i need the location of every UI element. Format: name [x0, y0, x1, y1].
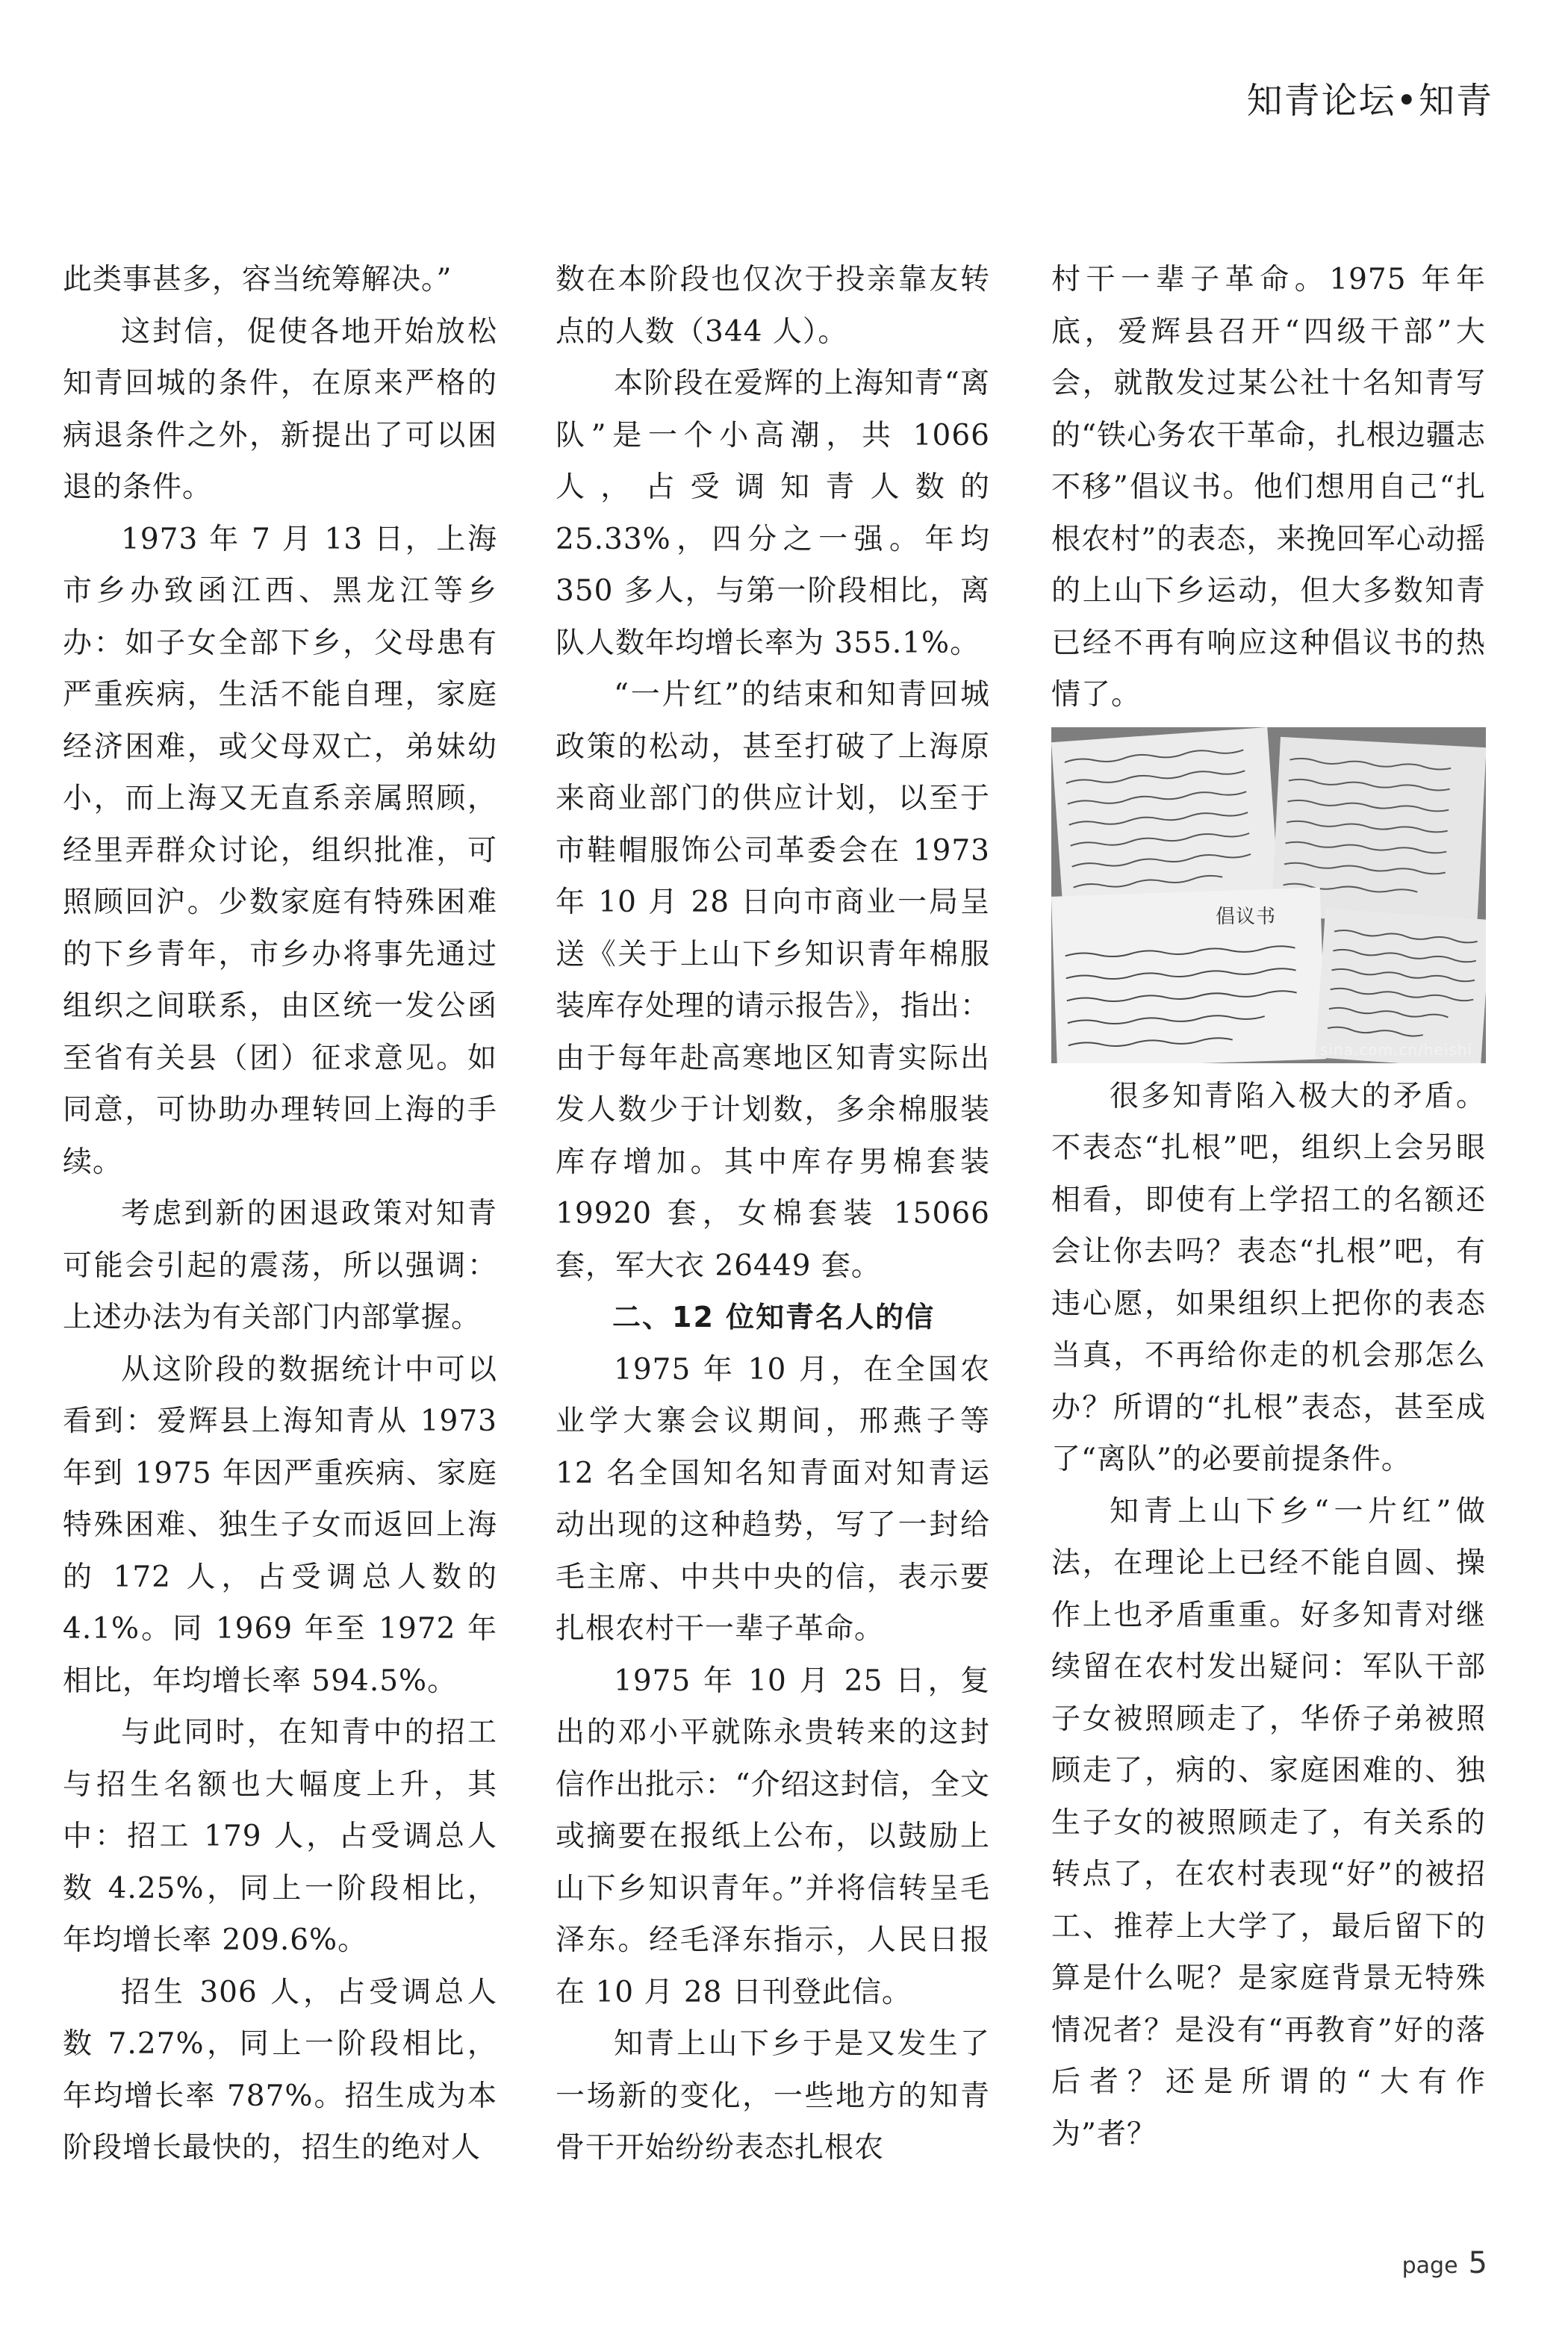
paragraph: 1975 年 10 月，在全国农业学大寨会议期间，邢燕子等 12 名全国知名知青面对知青运动出现的这种趋势，写了一封给毛主席、中共中央的信，表示要扎根农村干一辈子革命。	[556, 1352, 990, 1646]
paragraph: 知青上山下乡“一片红”做法，在理论上已经不能自圆、操作上也矛盾重重。好多知青对继续留在农村发出疑问：军队干部子女被照顾走了，华侨子弟被照顾走了，病的、家庭困难的、独生子女的被照顾走了，有关系的转点了，在农村表现“好”的被招工、推荐上大学了，最后留下的算是什么呢？是家庭背景无特殊情况者？是没有“再教育”好的落后者？还是所谓的“大有作为”者？	[1051, 1494, 1486, 2151]
photo-caption: http://blog.sina.com.cn/heishi	[1228, 1040, 1472, 1059]
paragraph: 这封信，促使各地开始放松知青回城的条件，在原来严格的病退条件之外，新提出了可以困退的条件。	[63, 314, 497, 504]
paragraph: 1973 年 7 月 13 日，上海市乡办致函江西、黑龙江等乡办：如子女全部下乡，父母患有严重疾病，生活不能自理，家庭经济困难，或父母双亡，弟妹幼小，而上海又无直系亲属照顾，经里弄群众讨论，组织批准，可照顾回沪。少数家庭有特殊困难的下乡青年，市乡办将事先通过组织之间联系，由区统一发公函至省有关县（团）征求意见。如同意，可协助办理转回上海的手续。	[63, 522, 497, 1179]
section-subheading: 二、12 位知青名人的信	[612, 1301, 936, 1334]
column-left	[63, 254, 497, 2174]
paragraph: 村干一辈子革命。1975 年年底，爱辉县召开“四级干部”大会，就散发过某公社十名知青写的“铁心务农干革命，扎根边疆志不移”倡议书。他们想用自己“扎根农村”的表态，来挽回军心动摇的上山下乡运动，但大多数知青已经不再有响应这种倡议书的热情了。	[1051, 263, 1486, 712]
handwritten-letters-photo	[1051, 727, 1486, 1063]
section-header: 知青论坛•知青	[1246, 80, 1493, 122]
paragraph: “一片红”的结束和知青回城政策的松动，甚至打破了上海原来商业部门的供应计划，以至于市鞋帽服饰公司革委会在 1973 年 10 月 28 日向市商业一局呈送《关于上山下乡知识青年棉服装库存处理的请示报告》，指出：由于每年赴高寒地区知青实际出发人数少于计划数，多余棉服装库存增加。其中库存男棉套装 19920 套，女棉套装 15066 套，军大衣 26449 套。	[556, 678, 990, 1283]
paragraph: 本阶段在爱辉的上海知青“离队”是一个小高潮，共 1066 人，占受调知青人数的 25.33%，四分之一强。年均 350 多人，与第一阶段相比，离队人数年均增长率为 355.1%。	[556, 367, 990, 660]
paragraph: 招生 306 人，占受调总人数 7.27%，同上一阶段相比，年均增长率 787%。招生成为本阶段增长最快的，招生的绝对人	[63, 1975, 497, 2165]
paragraph: 从这阶段的数据统计中可以看到：爱辉县上海知青从 1973 年到 1975 年因严重疾病、家庭特殊困难、独生子女而返回上海的 172 人，占受调总人数的 4.1%。同 1969 年至 1972 年相比，年均增长率 594.5%。	[63, 1352, 497, 1698]
paragraph: 此类事甚多，容当统筹解决。”	[63, 263, 452, 296]
paragraph: 1975 年 10 月 25 日，复出的邓小平就陈永贵转来的这封信作出批示：“介绍这封信，全文或摘要在报纸上公布，以鼓励上山下乡知识青年。”并将信转呈毛泽东。经毛泽东指示，人民日报在 10 月 28 日刊登此信。	[556, 1664, 990, 2009]
column-middle	[556, 254, 990, 2174]
page-label: page	[1401, 2253, 1458, 2279]
paragraph: 数在本阶段也仅次于投亲靠友转点的人数（344 人）。	[556, 263, 990, 349]
paragraph: 与此同时，在知青中的招工与招生名额也大幅度上升，其中：招工 179 人，占受调总人数 4.25%，同上一阶段相比，年均增长率 209.6%。	[63, 1716, 497, 1957]
paragraph: 知青上山下乡于是又发生了一场新的变化，一些地方的知青骨干开始纷纷表态扎根农	[556, 2027, 990, 2165]
letter-title: 倡议书	[1216, 905, 1277, 928]
column-right	[1051, 254, 1486, 2160]
paragraph: 考虑到新的困退政策对知青可能会引起的震荡，所以强调：上述办法为有关部门内部掌握。	[63, 1197, 497, 1334]
paragraph: 很多知青陷入极大的矛盾。不表态“扎根”吧，组织上会另眼相看，即使有上学招工的名额还会让你去吗？表态“扎根”吧，有违心愿，如果组织上把你的表态当真，不再给你走的机会那怎么办？所谓的“扎根”表态，甚至成了“离队”的必要前提条件。	[1051, 1079, 1486, 1476]
page-number-value: 5	[1468, 2246, 1487, 2280]
photo-graphic	[1051, 727, 1486, 1063]
page-number	[1402, 2246, 1487, 2280]
